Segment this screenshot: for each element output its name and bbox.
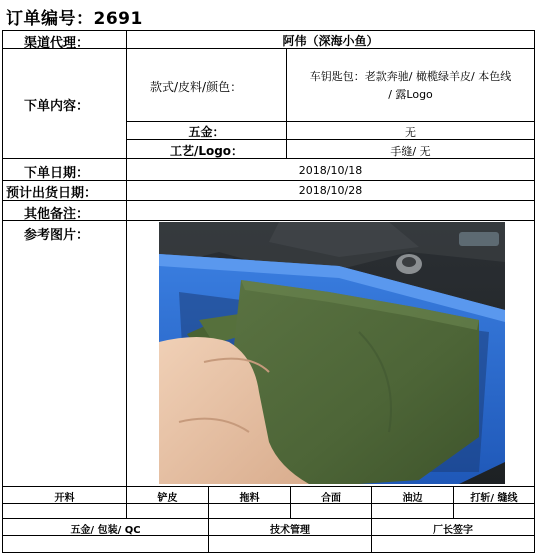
process-laminating: 合面 (321, 493, 341, 504)
process-edge-oiling: 油边 (402, 493, 423, 504)
order-date-label: 下单日期： (24, 166, 90, 181)
notes-label: 其他备注： (24, 207, 90, 222)
order-date-value: 2018/10/18 (298, 164, 363, 177)
craft-value: 手缝/ 无 (390, 145, 431, 158)
hardware-value: 无 (405, 126, 416, 139)
reference-label: 参考图片： (24, 228, 90, 243)
channel-label: 渠道代理： (24, 36, 90, 51)
hardware-label: 五金： (188, 125, 225, 139)
row-line (2, 518, 535, 519)
row-line (2, 486, 535, 487)
style-value-line2: / 露Logo (388, 88, 433, 101)
channel-value: 阿伟（深海小鱼） (282, 34, 379, 48)
reference-photo (159, 222, 505, 484)
process-hardware-packaging-qc: 五金/ 包装/ QC (70, 525, 141, 536)
table-border-top (2, 30, 535, 31)
table-border-bottom (2, 552, 535, 553)
order-number: 2691 (93, 9, 143, 29)
table-border-left (2, 30, 3, 553)
leather-sample-photo (159, 222, 505, 484)
col-line (126, 220, 127, 486)
order-title (6, 4, 143, 29)
process-skiving: 铲皮 (157, 493, 178, 504)
ship-date-label: 预计出货日期： (6, 186, 98, 201)
row-line (126, 121, 535, 122)
process-stitching: 打斩/ 缝线 (470, 493, 518, 504)
process-cutting: 开料 (54, 493, 75, 504)
process-dragging: 拖料 (239, 493, 260, 504)
order-number-label: 订单编号： (6, 9, 94, 29)
ship-date-value: 2018/10/28 (298, 184, 363, 197)
process-technical-management: 技术管理 (270, 525, 310, 536)
style-label: 款式/皮料/颜色： (150, 80, 243, 94)
content-label: 下单内容： (24, 99, 90, 114)
craft-label: 工艺/Logo： (169, 144, 244, 158)
style-value-line1: 车钥匙包：老款奔驰/ 橄榄绿羊皮/ 本色线 (309, 70, 512, 83)
process-factory-manager-signature: 厂长签字 (433, 525, 473, 536)
table-border-right (534, 30, 535, 553)
